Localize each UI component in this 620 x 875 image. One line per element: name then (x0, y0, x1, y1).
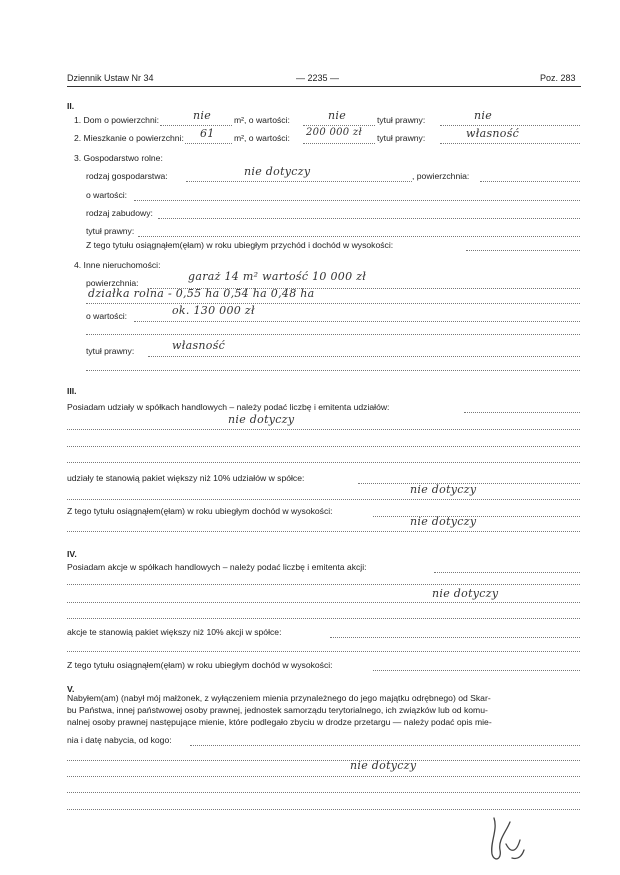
journal-title: Dziennik Ustaw Nr 34 (67, 73, 154, 83)
shares-label: Posiadam udziały w spółkach handlowych – należy podać liczbę i emitenta udziałów: (67, 402, 390, 412)
farm-worth-line (134, 200, 580, 201)
stocks-package-line-0 (330, 637, 580, 638)
other-plots-value: działka rolna - 0,55 ha 0,54 ha 0,48 ha (88, 287, 315, 300)
other-worth-value: ok. 130 000 zł (172, 304, 255, 317)
acquisition-text-2: bu Państwa, innej państwowej osoby prawnej, jednostek samorządu terytorialnego, ich związków lub od komu- (67, 705, 488, 715)
shares-package-value: nie dotyczy (410, 483, 477, 496)
flat-worth-value: 200 000 zł (306, 127, 363, 138)
other-title-label: tytuł prawny: (86, 346, 135, 356)
other-extra-line (86, 334, 580, 335)
farm-area-line (480, 181, 580, 182)
section-2-title: II. (67, 101, 75, 111)
acquisition-line-1 (67, 760, 580, 761)
shares-package-line-1 (67, 499, 580, 500)
shares-line-2 (67, 446, 580, 447)
other-title-line (148, 356, 580, 357)
stocks-line-0 (434, 572, 580, 573)
other-worth-label: o wartości: (86, 311, 128, 321)
shares-income-line-1 (67, 531, 580, 532)
stocks-line-3 (67, 618, 580, 619)
farm-title-line (138, 236, 580, 237)
farm-income-label: Z tego tytułu osiągnąłem(ęłam) w roku ubiegłym przychód i dochód w wysokości: (86, 240, 394, 250)
farm-label: 3. Gospodarstwo rolne: (74, 153, 163, 163)
signature-mark (480, 810, 530, 868)
house-worth-line (303, 125, 375, 126)
house-area-value: nie (193, 109, 212, 122)
other-plots-line (86, 303, 580, 304)
farm-buildings-label: rodzaj zabudowy: (86, 208, 153, 218)
shares-income-label: Z tego tytułu osiągnąłem(ęłam) w roku ubiegłym dochód w wysokości: (67, 506, 333, 516)
farm-worth-label: o wartości: (86, 190, 128, 200)
shares-line-3 (67, 462, 580, 463)
acquisition-text-4: nia i datę nabycia, od kogo: (67, 735, 172, 745)
flat-title-label: tytuł prawny: (377, 133, 426, 143)
farm-income-line (466, 250, 580, 251)
other-worth-line (134, 321, 580, 322)
farm-buildings-line (158, 218, 580, 219)
flat-title-line (440, 143, 580, 144)
house-title-label: tytuł prawny: (377, 115, 426, 125)
other-property-label: 4. Inne nieruchomości: (74, 260, 161, 270)
acquisition-line-3 (67, 792, 580, 793)
acquisition-text-3: nalnej osoby prawnej następujące mienie, które podlegało zbyciu w drodze przetargu — należy podać opis mie- (67, 717, 492, 727)
stocks-package-label: akcje te stanowią pakiet większy niż 10% akcji w spółce: (67, 627, 282, 637)
house-area-label: 1. Dom o powierzchni: (74, 115, 160, 125)
other-area-label: powierzchnia: (86, 278, 139, 288)
stocks-income-line (373, 670, 580, 671)
other-area-value: garaż 14 m² wartość 10 000 zł (188, 270, 367, 283)
house-worth-label: m², o wartości: (234, 115, 290, 125)
flat-area-line (185, 143, 232, 144)
shares-package-label: udziały te stanowią pakiet większy niż 10% udziałów w spółce: (67, 473, 305, 483)
stocks-income-label: Z tego tytułu osiągnąłem(ęłam) w roku ubiegłym dochód w wysokości: (67, 660, 333, 670)
stocks-label: Posiadam akcje w spółkach handlowych – należy podać liczbę i emitenta akcji: (67, 562, 367, 572)
acquisition-line-0 (190, 745, 580, 746)
flat-worth-label: m², o wartości: (234, 133, 290, 143)
page-number: — 2235 — (296, 73, 340, 83)
acquisition-text-1: Nabyłem(am) (nabył mój małżonek, z wyłączeniem mienia przynależnego do jego majątku odrębnego) od Skar- (67, 693, 491, 703)
farm-title-label: tytuł prawny: (86, 226, 135, 236)
house-title-value: nie (474, 109, 493, 122)
shares-income-line-0 (373, 516, 580, 517)
position-number: Poz. 283 (540, 73, 576, 83)
flat-title-value: własność (466, 127, 520, 140)
farm-type-label: rodzaj gospodarstwa: (86, 171, 168, 181)
shares-income-value: nie dotyczy (410, 515, 477, 528)
shares-line-0 (464, 412, 580, 413)
house-worth-value: nie (328, 109, 347, 122)
stocks-value: nie dotyczy (432, 587, 499, 600)
shares-line-1 (67, 429, 580, 430)
acquisition-value: nie dotyczy (350, 759, 417, 772)
flat-worth-line (303, 143, 375, 144)
stocks-line-1 (67, 584, 580, 585)
section-3-title: III. (67, 386, 77, 396)
section-5-title: V. (67, 684, 75, 694)
farm-area-label: , powierzchnia: (412, 171, 470, 181)
farm-type-line (186, 181, 412, 182)
stocks-package-line-1 (67, 651, 580, 652)
acquisition-line-2 (67, 776, 580, 777)
other-title-value: własność (172, 339, 226, 352)
section-4-title: IV. (67, 549, 77, 559)
shares-value: nie dotyczy (228, 413, 295, 426)
stocks-line-2 (67, 602, 580, 603)
farm-type-value: nie dotyczy (244, 165, 311, 178)
other-extra-line-2 (86, 370, 580, 371)
house-title-line (440, 125, 580, 126)
flat-area-label: 2. Mieszkanie o powierzchni: (74, 133, 184, 143)
flat-area-value: 61 (200, 127, 215, 140)
house-area-line (160, 125, 232, 126)
header-rule (67, 86, 581, 87)
